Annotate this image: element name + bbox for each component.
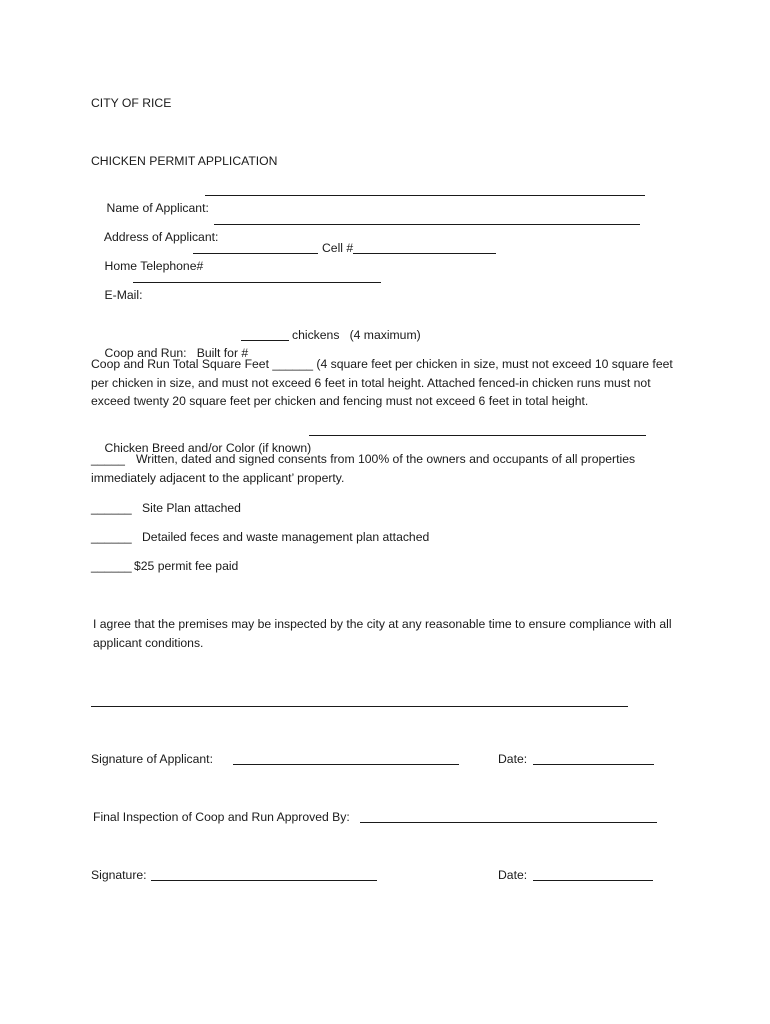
- coop-built-suffix: chickens (4 maximum): [292, 328, 421, 342]
- cell-phone-field[interactable]: [353, 253, 496, 254]
- form-title: CHICKEN PERMIT APPLICATION: [91, 154, 278, 168]
- city-heading: CITY OF RICE: [91, 96, 172, 110]
- fee-text: $25 permit fee paid: [134, 559, 239, 573]
- site-plan-blank[interactable]: ______: [91, 501, 132, 515]
- breed-field[interactable]: [309, 435, 646, 436]
- consents-blank[interactable]: _____: [91, 452, 125, 466]
- address-label: Address of Applicant:: [103, 230, 219, 244]
- name-label: Name of Applicant:: [106, 201, 209, 215]
- site-plan-text: Site Plan attached: [142, 501, 241, 515]
- inspection-approved-by-field[interactable]: [360, 822, 657, 823]
- agreement-signature-line[interactable]: [91, 706, 628, 707]
- coop-built-prefix: Coop and Run: Built for #: [104, 346, 249, 360]
- applicant-date-field[interactable]: [533, 764, 654, 765]
- inspection-label: Final Inspection of Coop and Run Approved By:: [93, 810, 350, 824]
- email-field[interactable]: [133, 282, 381, 283]
- consents-text: Written, dated and signed consents from 100% of the owners and occupants of all properties immediately adjacent to the applicant’ property.: [91, 452, 636, 485]
- fee-blank[interactable]: ______: [91, 559, 132, 573]
- home-phone-field[interactable]: [193, 253, 318, 254]
- waste-plan-blank[interactable]: ______: [91, 530, 132, 544]
- coop-square-feet-text: Coop and Run Total Square Feet ______ (4 square feet per chicken in size, must not exceed 10 square feet per chicken in size, and must not exceed 6 feet in total height. Attached fenced-in chicken runs must not exceed twenty 20 square feet per chicken and fencing must not exceed 6 feet in total height.: [91, 357, 673, 409]
- chicken-count-field[interactable]: [241, 340, 289, 341]
- home-phone-label: Home Telephone#: [104, 259, 204, 273]
- applicant-signature-field[interactable]: [233, 764, 459, 765]
- inspector-signature-label: Signature:: [91, 868, 147, 882]
- applicant-signature-label: Signature of Applicant:: [91, 752, 213, 766]
- inspector-date-field[interactable]: [533, 880, 653, 881]
- inspector-date-label: Date:: [498, 868, 528, 882]
- applicant-date-label: Date:: [498, 752, 528, 766]
- waste-plan-text: Detailed feces and waste management plan attached: [142, 530, 430, 544]
- inspector-signature-field[interactable]: [151, 880, 377, 881]
- breed-label: Chicken Breed and/or Color (if known): [104, 441, 312, 455]
- email-label: E-Mail:: [104, 288, 143, 302]
- email-row: [91, 268, 142, 322]
- cell-label: Cell #: [322, 241, 354, 255]
- agreement-text: I agree that the premises may be inspected by the city at any reasonable time to ensure compliance with all applicant conditions.: [93, 617, 672, 650]
- address-field[interactable]: [214, 224, 640, 225]
- name-field[interactable]: [205, 195, 645, 196]
